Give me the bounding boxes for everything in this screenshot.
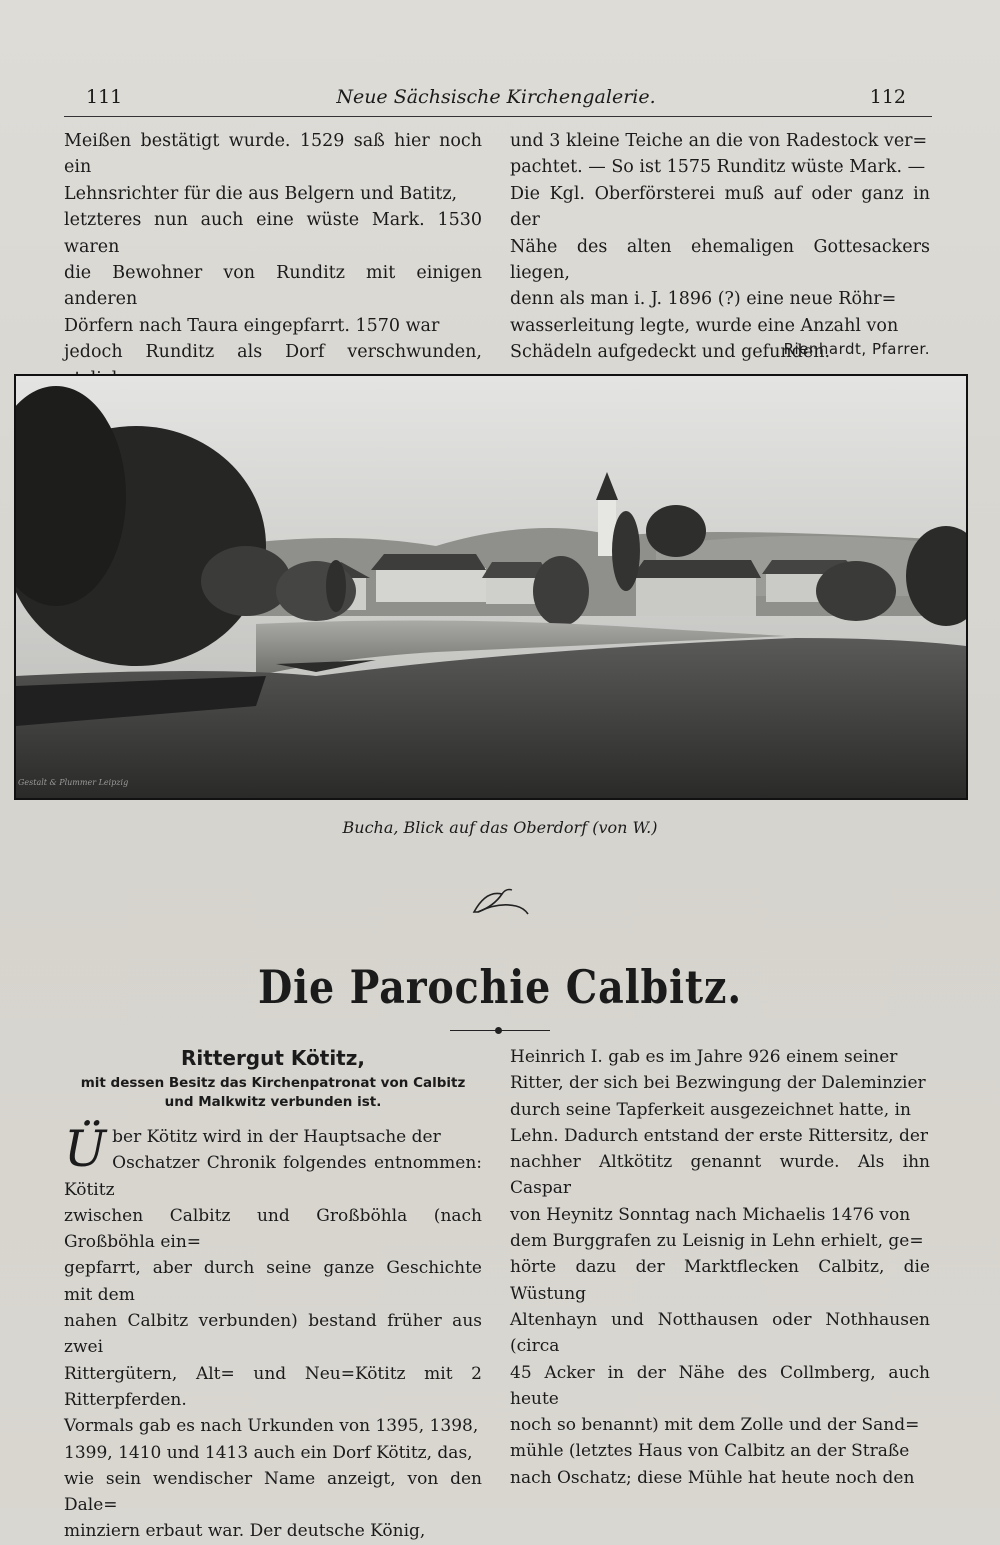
drop-cap: Ü (64, 1120, 107, 1178)
section-subtitle: mit dessen Besitz das Kirchenpatronat von Calbitz und Malkwitz verbunden ist. (80, 1075, 466, 1110)
running-head (86, 86, 906, 112)
top-right-paragraph: und 3 kleine Teiche an die von Radestock ver= pachtet. — So ist 1575 Runditz wüste Mark. — Die Kgl. Oberförsterei muß auf oder ganz in der Nähe des alten ehemaligen Gottesackers liegen, denn als man i. J. 1896 (?) eine neue Röhr= wasserleitung legte, wurde eine Anzahl von Schädeln aufgedeckt und gefunden. (510, 131, 930, 363)
top-left-paragraph: Meißen bestätigt wurde. 1529 saß hier noch ein Lehnsrichter für die aus Belgern und Batitz, letzteres nun auch eine wüste Mark. 1530 waren die Bewohner von Runditz mit einigen anderen Dörfern nach Taura eingepfarrt. 1570 war jedoch Runditz als Dorf verschwunden, (64, 131, 482, 363)
section-title: Rittergut Kötitz, (181, 1046, 365, 1070)
author-signature: Rienhardt, Pfarrer. (783, 340, 930, 358)
chapter-title: Die Parochie Calbitz. (257, 960, 743, 1014)
bottom-right-column (510, 1044, 930, 1491)
bottom-left-column (64, 1120, 482, 1545)
page-number-left: 111 (86, 86, 123, 108)
village-pond-image (16, 376, 966, 798)
leaf-ornament-icon (468, 884, 532, 920)
bottom-left-paragraph: ber Kötitz wird in der Hauptsache der Oschatzer Chronik folgendes entnommen: Kötitz zwischen Calbitz und Großböhla (nach Großböhla ein= gepfarrt, aber durch seine ganze Geschichte mit dem nahen Calbitz verbunden) bestand früher aus zwei Rittergütern, Alt= und Neu=Kötitz mit 2 Ritterpferden. Vormals gab es nach Urkunden von 1395, 1398, 1399, 1410 und 1413 auch ein Dorf Kötitz, das, wie sein wendischer Name anzeigt, von den Dale= minziern erbaut war. Der deutsche König, (64, 1127, 482, 1542)
photo-credit: Gestalt & Plummer Leipzig (18, 778, 129, 787)
landscape-photo (14, 374, 968, 800)
header-rule (64, 116, 932, 117)
bottom-right-paragraph: Heinrich I. gab es im Jahre 926 einem seiner Ritter, der sich bei Bezwingung der Daleminzier durch seine Tapferkeit ausgezeichnet hatte, in Lehn. Dadurch entstand der erste Rittersitz, der nachher Altkötitz genannt wurde. Als ihn Caspar von Heynitz Sonntag nach Michaelis 1476 von dem Burggrafen zu Leisnig in Lehn erhielt, ge= hörte dazu der Marktflecken Calbitz, die Wüstung Altenhayn und Notthausen oder Nothhausen (circa 45 Acker in der Nähe des Collmberg, auch heute noch so benannt) mit dem Zolle und der Sand= mühle (letztes Haus von Calbitz an der Straße nach Oschatz; diese Mühle hat heute noch den (510, 1047, 930, 1488)
page-number-right: 112 (869, 86, 906, 108)
top-right-column (510, 128, 930, 366)
running-title: Neue Sächsische Kirchengalerie. (336, 86, 656, 108)
photo-caption: Bucha, Blick auf das Oberdorf (von W.) (342, 818, 658, 837)
title-dot (495, 1027, 502, 1034)
